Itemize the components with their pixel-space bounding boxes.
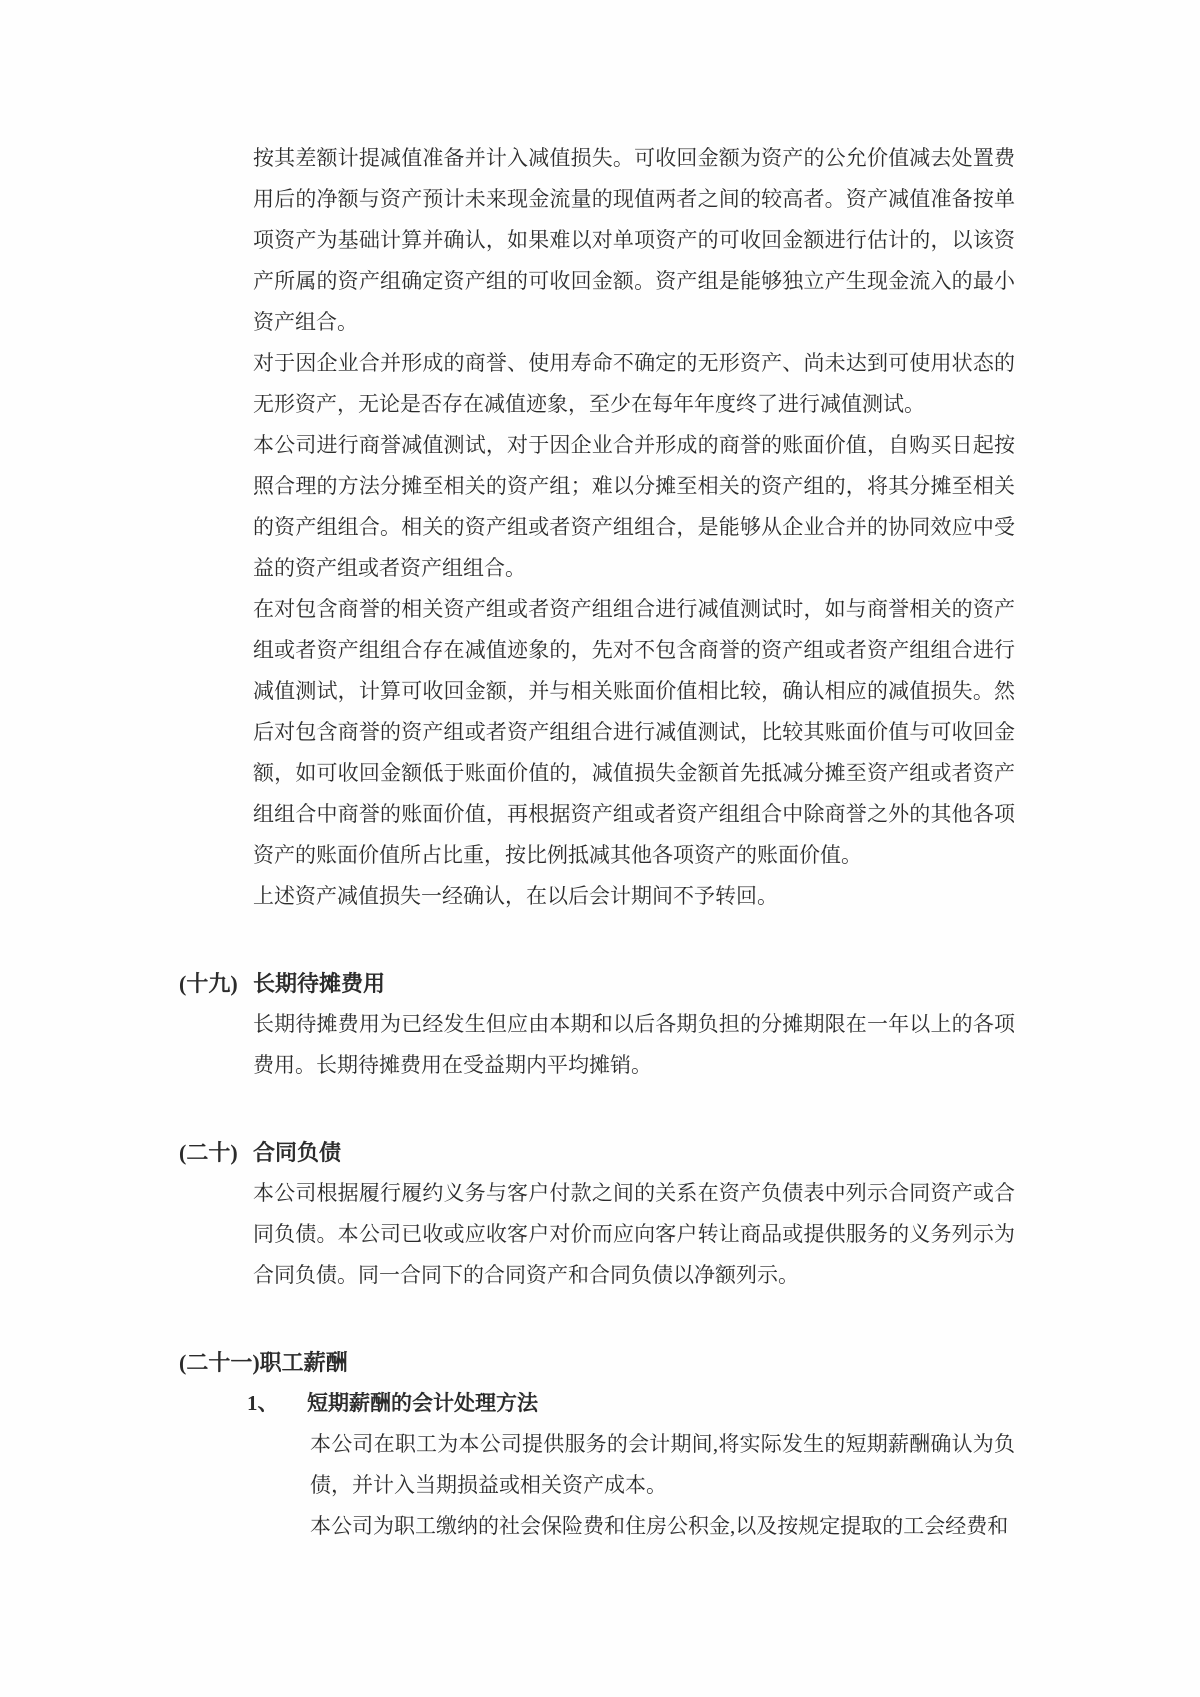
text-line: 后对包含商誉的资产组或者资产组组合进行减值测试，比较其账面价值与可收回金 [253,720,1015,744]
text-line: 产所属的资产组确定资产组的可收回金额。资产组是能够独立产生现金流入的最小 [253,269,1015,293]
text-line: 组组合中商誉的账面价值，再根据资产组或者资产组组合中除商誉之外的其他各项 [253,802,1015,826]
text-line: 本公司根据履行履约义务与客户付款之间的关系在资产负债表中列示合同资产或合 [253,1181,1015,1205]
text-line: 项资产为基础计算并确认，如果难以对单项资产的可收回金额进行估计的，以该资 [253,228,1015,252]
text-line: 资产的账面价值所占比重，按比例抵减其他各项资产的账面价值。 [253,843,862,867]
text-line: 的资产组组合。相关的资产组或者资产组组合，是能够从企业合并的协同效应中受 [253,515,1015,539]
text-line: 在对包含商誉的相关资产组或者资产组组合进行减值测试时，如与商誉相关的资产 [253,597,1015,621]
text-line: 合同负债。同一合同下的合同资产和合同负债以净额列示。 [253,1263,799,1287]
text-line: 按其差额计提减值准备并计入减值损失。可收回金额为资产的公允价值减去处置费 [253,146,1015,170]
section-number: (十九) [179,971,238,996]
text-line: 组或者资产组组合存在减值迹象的，先对不包含商誉的资产组或者资产组组合进行 [253,638,1015,662]
section-title: 合同负债 [253,1140,342,1165]
subsection-number: 1、 [247,1391,279,1415]
text-line: 同负债。本公司已收或应收客户对价而应向客户转让商品或提供服务的义务列示为 [253,1222,1015,1246]
text-line: 照合理的方法分摊至相关的资产组；难以分摊至相关的资产组的，将其分摊至相关 [253,474,1015,498]
section-heading [179,1132,1200,1173]
section-number: (二十) [179,1140,238,1165]
text-line: 用后的净额与资产预计未来现金流量的现值两者之间的较高者。资产减值准备按单 [253,187,1015,211]
text-line: 无形资产，无论是否存在减值迹象，至少在每年年度终了进行减值测试。 [253,392,925,416]
section-title: 职工薪酬 [259,1350,348,1375]
subsection-heading [247,1383,1200,1424]
document-content [0,138,1200,1547]
text-line: 益的资产组或者资产组组合。 [253,556,526,580]
section-title: 长期待摊费用 [253,971,386,996]
text-line: 额，如可收回金额低于账面价值的，减值损失金额首先抵减分摊至资产组或者资产 [253,761,1015,785]
text-line: 长期待摊费用为已经发生但应由本期和以后各期负担的分摊期限在一年以上的各项 [253,1012,1015,1036]
text-line: 本公司进行商誉减值测试，对于因企业合并形成的商誉的账面价值，自购买日起按 [253,433,1015,457]
text-line: 本公司在职工为本公司提供服务的会计期间,将实际发生的短期薪酬确认为负 [310,1432,1015,1456]
text-line: 费用。长期待摊费用在受益期内平均摊销。 [253,1053,652,1077]
text-line: 减值测试，计算可收回金额，并与相关账面价值相比较，确认相应的减值损失。然 [253,679,1015,703]
text-line: 上述资产减值损失一经确认，在以后会计期间不予转回。 [253,884,778,908]
text-line: 本公司为职工缴纳的社会保险费和住房公积金,以及按规定提取的工会经费和 [310,1514,1009,1538]
text-line: 债，并计入当期损益或相关资产成本。 [310,1473,667,1497]
text-line: 对于因企业合并形成的商誉、使用寿命不确定的无形资产、尚未达到可使用状态的 [253,351,1015,375]
section-number: (二十一) [179,1350,260,1375]
section-heading [179,963,1200,1004]
text-line: 资产组合。 [253,310,358,334]
subsection-title: 短期薪酬的会计处理方法 [307,1391,538,1415]
section-heading [179,1342,1200,1383]
